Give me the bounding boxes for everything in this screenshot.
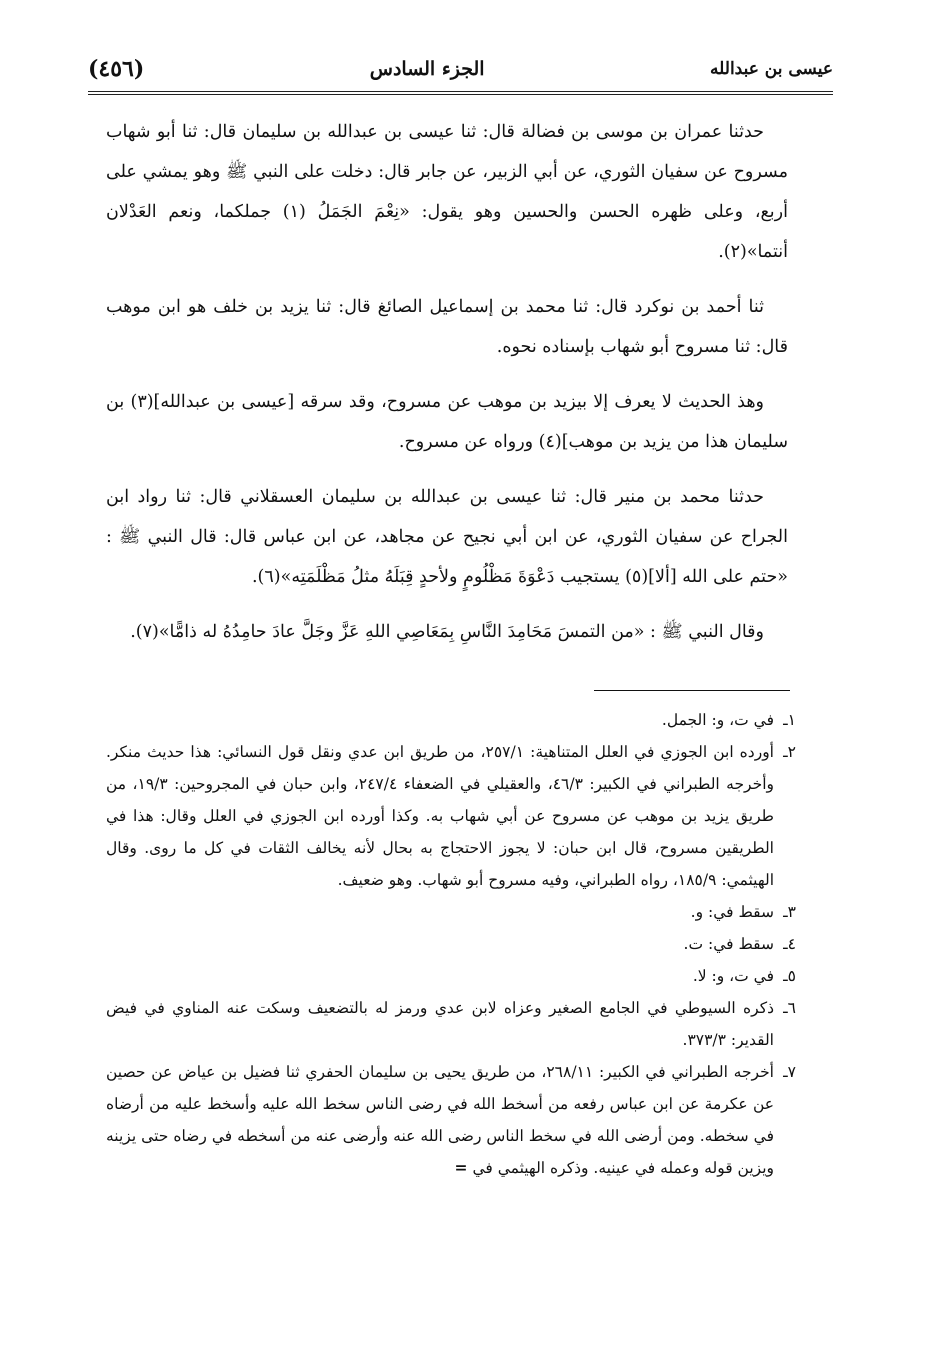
footnote-text: في ت، و: لا. bbox=[692, 967, 774, 985]
page-number: (٤٥٦) bbox=[88, 56, 145, 82]
footnote bbox=[106, 928, 796, 960]
paragraph: وقال النبي ﷺ : «من التمسَ مَحَامِدَ النَّاسِ بِمَعَاصِي اللهِ عَزَّ وجَلَّ عادَ حامِدُهُ له ذامًّا»(٧). bbox=[130, 622, 764, 642]
footnote-number: ١ـ bbox=[783, 711, 796, 729]
footnote-number: ٢ـ bbox=[783, 743, 796, 761]
page-header bbox=[88, 50, 833, 88]
footnote-number: ٣ـ bbox=[783, 903, 796, 921]
main-text bbox=[106, 112, 788, 667]
footnote bbox=[106, 960, 796, 992]
footnote bbox=[106, 736, 796, 896]
footnote bbox=[106, 1056, 796, 1184]
footnote-text: سقط في: و. bbox=[690, 903, 774, 921]
footnote-number: ٥ـ bbox=[783, 967, 796, 985]
entry-name: عيسى بن عبدالله bbox=[710, 59, 833, 79]
paragraph: وهذ الحديث لا يعرف إلا بيزيد بن موهب عن مسروح، وقد سرقه [عيسى بن عبدالله](٣) بن سليمان هذا من يزيد بن موهب](٤) ورواه عن مسروح. bbox=[106, 392, 788, 452]
footnote-number: ٤ـ bbox=[783, 935, 796, 953]
footnote-text: ذكره السيوطي في الجامع الصغير وعزاه لابن عدي ورمز له بالتضعيف وسكت عنه المناوي في فيض القدير: ٣٧٣/٣. bbox=[106, 999, 774, 1049]
footnote-text: سقط في: ت. bbox=[683, 935, 774, 953]
footnote bbox=[106, 704, 796, 736]
footnotes bbox=[106, 704, 796, 1184]
footnote-text: في ت، و: الجمل. bbox=[661, 711, 774, 729]
volume-title: الجزء السادس bbox=[369, 58, 485, 80]
footnote-number: ٦ـ bbox=[783, 999, 796, 1017]
footnote-divider bbox=[594, 690, 790, 691]
footnote bbox=[106, 896, 796, 928]
continuation-mark: = bbox=[454, 1158, 468, 1177]
header-divider bbox=[88, 91, 833, 95]
paragraph: حدثنا عمران بن موسى بن فضالة قال: ثنا عيسى بن عبدالله بن سليمان قال: ثنا أبو شهاب مسروح عن سفيان الثوري، عن أبي الزبير، عن جابر قال: دخلت على النبي ﷺ وهو يمشي على أربع، وعلى ظهره الحسن والحسين وهو يقول: «نِعْمَ الجَمَلُ (١) جملكما، ونعم العَدْلان أنتما»(٢). bbox=[106, 122, 788, 262]
footnote bbox=[106, 992, 796, 1056]
paragraph: ثنا أحمد بن نوكرد قال: ثنا محمد بن إسماعيل الصائغ قال: ثنا يزيد بن خلف هو ابن موهب قال: ثنا مسروح أبو شهاب بإسناده نحوه. bbox=[106, 297, 788, 357]
footnote-text: أخرجه الطبراني في الكبير: ٢٦٨/١١، من طريق يحيى بن سليمان الحفري ثنا فضيل بن عياض عن حصين عن عكرمة عن ابن عباس رفعه من أسخط الله في رضى الناس سخط الله عليه وأسخط عليه من أرضاه في سخطه. ومن أرضى الله في سخط الناس رضى الله عنه وأرضى عنه من أسخطه في رضاه حتى يزينه ويزين قوله وعمله في عينيه. وذكره الهيثمي في bbox=[106, 1063, 774, 1177]
paragraph: حدثنا محمد بن منير قال: ثنا عيسى بن عبدالله بن سليمان العسقلاني قال: ثنا رواد ابن الجراح عن سفيان الثوري، عن ابن أبي نجيح عن مجاهد، عن ابن عباس قال: قال النبي ﷺ : «حتم على الله [ألا](٥) يستجيب دَعْوَةَ مَظْلُومٍ ولأحدٍ قِبَلَهُ مثلُ مَظْلَمَتِه»(٦). bbox=[106, 487, 788, 587]
footnote-number: ٧ـ bbox=[783, 1063, 796, 1081]
footnote-text: أورده ابن الجوزي في العلل المتناهية: ٢٥٧/١، من طريق ابن عدي ونقل قول النسائي: هذا حديث منكر. وأخرجه الطبراني في الكبير: ٤٦/٣، والعقيلي في الضعفاء ٢٤٧/٤، وابن حبان في المجروحين: ١٩/٣، من طريق يزيد بن موهب عن مسروح عن أبي شهاب به. وكذا أورده ابن الجوزي في العلل وقال: هذا في الطريقين مسروح، قال ابن حبان: لا يجوز الاحتجاج به بحال لأنه يخالف الثقات في كل ما روى. وقال الهيثمي: ١٨٥/٩، رواه الطبراني، وفيه مسروح أبو شهاب. وهو ضعيف. bbox=[106, 743, 774, 889]
